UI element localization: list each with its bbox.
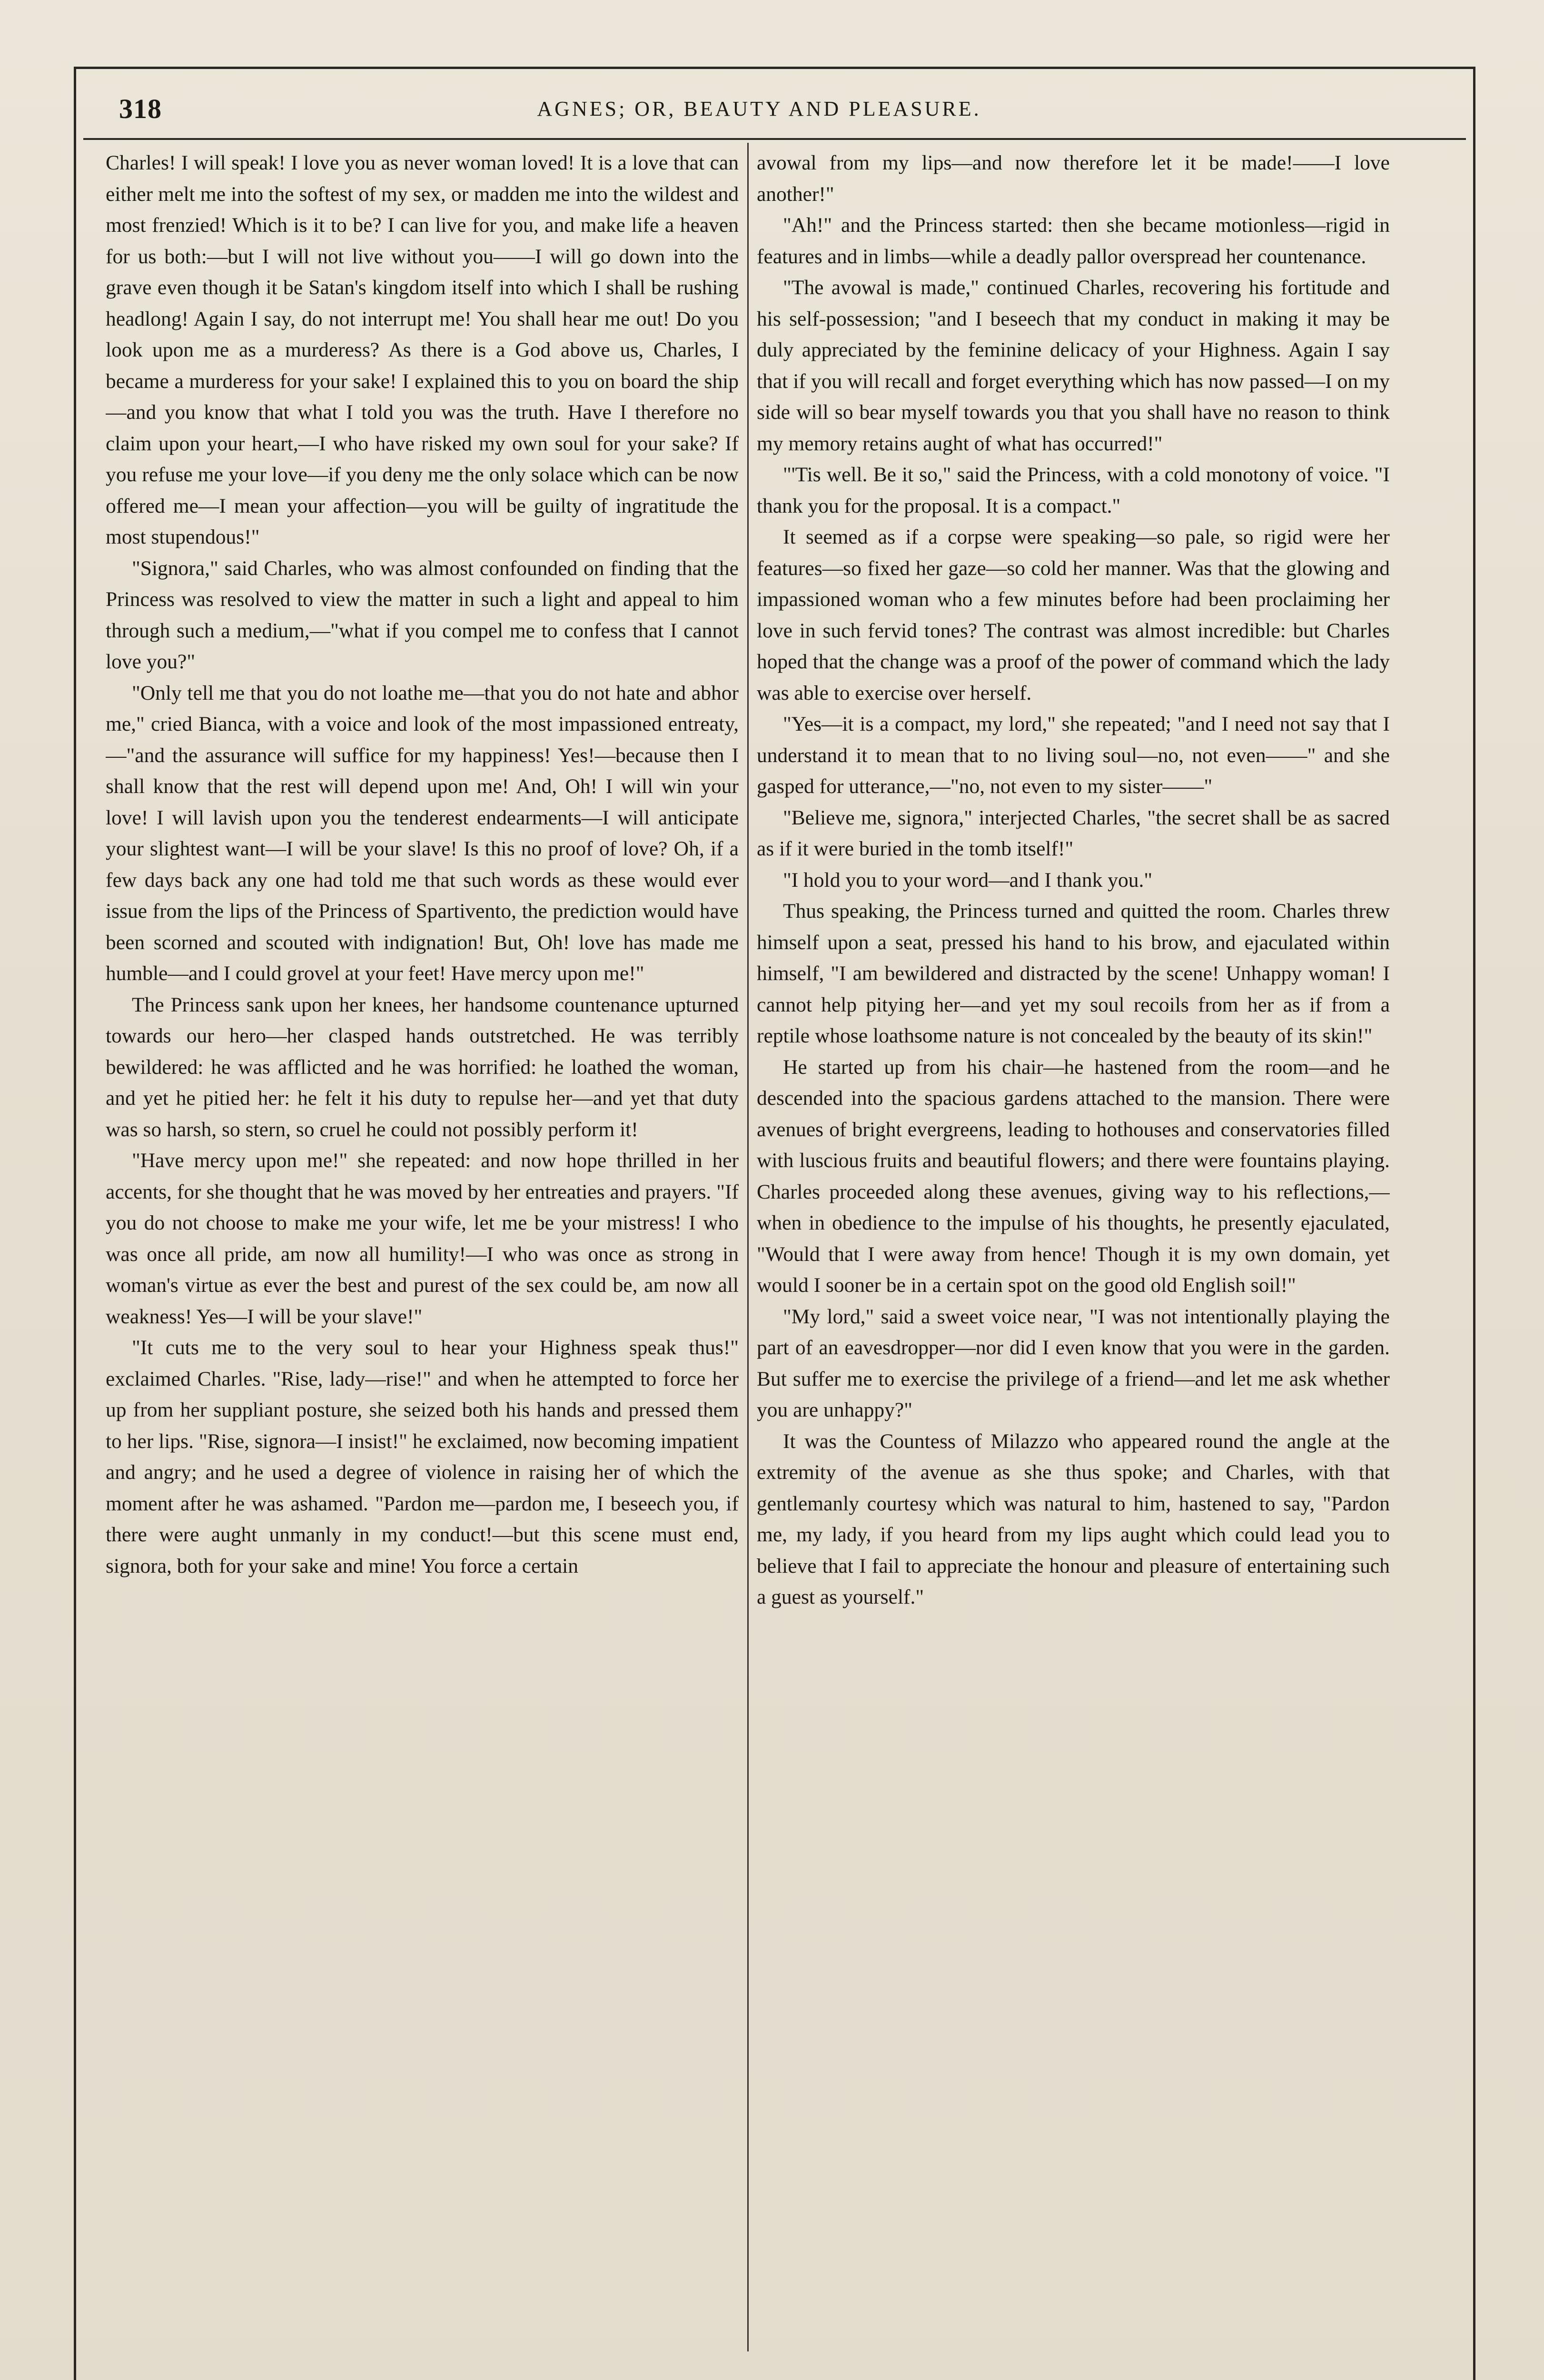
paragraph: "'Tis well. Be it so," said the Princess, with a cold monotony of voice. "I thank you for the proposal. It is a compact." [757,463,1390,517]
paragraph: Thus speaking, the Princess turned and quitted the room. Charles threw himself upon a seat, pressed his hand to his brow, and ejaculated within himself, "I am bewildered and distracted by the scene! Unhappy woman! I cannot help pitying her—and yet my soul recoils from her as if from a reptile whose loathsome nature is not concealed by the beauty of its skin!" [757,900,1390,1047]
right-column [757,148,1390,2356]
paragraph: "Yes—it is a compact, my lord," she repeated; "and I need not say that I understand it to mean that to no living soul—no, not even——" and she gasped for utterance,—"no, not even to my sister——" [757,713,1390,798]
paragraph: "Have mercy upon me!" she repeated: and now hope thrilled in her accents, for she thought that he was moved by her entreaties and prayers. "If you do not choose to make me your wife, let me be your mistress! I who was once all pride, am now all humility!—I who was once as strong in woman's virtue as ever the best and purest of the sex could be, am now all weakness! Yes—I will be your slave!" [106,1149,739,1328]
paragraph: He started up from his chair—he hastened from the room—and he descended into the spacious gardens attached to the mansion. There were avenues of bright evergreens, leading to hothouses and conservatories filled with luscious fruits and beautiful flowers; and there were fountains playing. Charles proceeded along these avenues, giving way to his reflections,—when in obedience to the impulse of his thoughts, he presently ejaculated, "Would that I were away from hence! Though it is my own domain, yet would I sooner be in a certain spot on the good old English soil!" [757,1055,1390,1297]
paragraph: It was the Countess of Milazzo who appeared round the angle at the extremity of the avenue as she thus spoke; and Charles, with that gentlemanly courtesy which was natural to him, hastened to say, "Pardon me, my lady, if you heard from my lips aught which could lead you to believe that I fail to appreciate the honour and pleasure of entertaining such a guest as yourself." [757,1429,1390,1608]
page-number: 318 [119,93,162,124]
column-divider [747,143,749,2351]
paragraph: Charles! I will speak! I love you as never woman loved! It is a love that can either melt me into the softest of my sex, or madden me into the wildest and most frenzied! Which is it to be? I can live for you, and make life a heaven for us both:—but I will not live without you——I will go down into the grave even though it be Satan's kingdom itself into which I shall be rushing headlong! Again I say, do not interrupt me! You shall hear me out! Do you look upon me as a murderess? As there is a God above us, Charles, I became a murderess for your sake! I explained this to you on board the ship—and you know that what I told you was the truth. Have I therefore no claim upon your heart,—I who have risked my own soul for your sake? If you refuse me your love—if you deny me the only solace which can be now offered me—I mean your affection—you will be guilty of ingratitude the most stupendous!" [106,151,739,548]
paragraph: "My lord," said a sweet voice near, "I was not intentionally playing the part of an eavesdropper—nor did I even know that you were in the garden. But suffer me to exercise the privilege of a friend—and let me ask whether you are unhappy?" [757,1305,1390,1421]
paragraph: "I hold you to your word—and I thank you." [783,868,1153,892]
paragraph: It seemed as if a corpse were speaking—so pale, so rigid were her features—so fixed her gaze—so cold her manner. Was that the glowing and impassioned woman who a few minutes before had been proclaiming her love in such fervid tones? The contrast was almost incredible: but Charles hoped that the change was a proof of the power of command which the lady was able to exercise over herself. [757,526,1390,704]
header-rule [83,138,1466,140]
paragraph: "It cuts me to the very soul to hear your Highness speak thus!" exclaimed Charles. "Rise, lady—rise!" and when he attempted to force her up from her suppliant posture, she seized both his hands and pressed them to her lips. "Rise, signora—I insist!" he exclaimed, now becoming impatient and angry; and he used a degree of violence in raising her of which the moment after he was ashamed. "Pardon me—pardon me, I beseech you, if there were aught unmanly in my conduct!—but this scene must end, signora, both for your sake and mine! You force a certain [106,1336,739,1577]
paragraph: "The avowal is made," continued Charles, recovering his fortitude and his self-possession; "and I beseech that my conduct in making it may be duly appreciated by the feminine delicacy of your Highness. Again I say that if you will recall and forget everything which has now passed—I on my side will so bear myself towards you that you shall have no reason to think my memory retains aught of what has occurred!" [757,276,1390,455]
left-column [106,148,739,2356]
paragraph: avowal from my lips—and now therefore let it be made!——I love another!" [757,151,1390,206]
running-title: AGNES; OR, BEAUTY AND PLEASURE. [537,97,981,120]
paragraph: "Ah!" and the Princess started: then she became motionless—rigid in features and in limbs—while a deadly pallor overspread her countenance. [757,214,1390,268]
paragraph: "Only tell me that you do not loathe me—that you do not hate and abhor me," cried Bianca, with a voice and look of the most impassioned entreaty,—"and the assurance will suffice for my happiness! Yes!—because then I shall know that the rest will depend upon me! And, Oh! I will win your love! I will lavish upon you the tenderest endearments—I will anticipate your slightest want—I will be your slave! Is this no proof of love? Oh, if a few days back any one had told me that such words as these would ever issue from the lips of the Princess of Spartivento, the prediction would have been scorned and scouted with indignation! But, Oh! love has made me humble—and I could grovel at your feet! Have mercy upon me!" [106,681,739,985]
paragraph: The Princess sank upon her knees, her handsome countenance upturned towards our hero—her clasped hands outstretched. He was terribly bewildered: he was afflicted and he was horrified: he loathed the woman, and yet he pitied her: he felt it his duty to repulse her—and yet that duty was so harsh, so stern, so cruel he could not possibly perform it! [106,993,739,1141]
page-header [119,88,1399,145]
paragraph: "Signora," said Charles, who was almost confounded on finding that the Princess was resolved to view the matter in such a light and appeal to him through such a medium,—"what if you compel me to confess that I cannot love you?" [106,556,739,673]
paragraph: "Believe me, signora," interjected Charles, "the secret shall be as sacred as if it were buried in the tomb itself!" [757,806,1390,860]
